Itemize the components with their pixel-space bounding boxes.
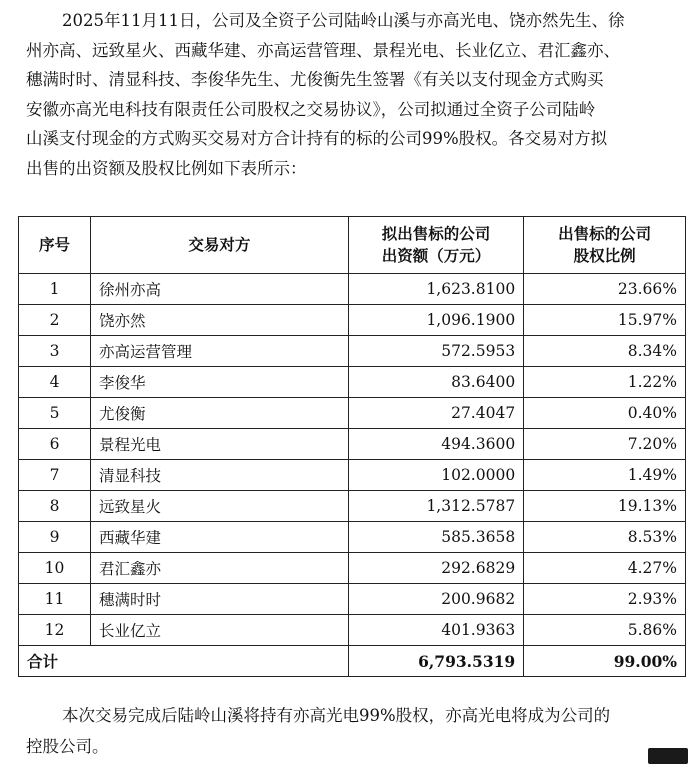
cell-party: 西藏华建 [91, 522, 349, 553]
outro-line: 控股公司。 [26, 737, 109, 756]
table-row [19, 305, 686, 336]
cell-seq: 10 [19, 553, 91, 584]
header-ratio-line2: 股权比例 [573, 246, 636, 265]
table-total-row [19, 646, 686, 677]
cell-party: 君汇鑫亦 [91, 553, 349, 584]
cell-ratio: 8.34% [524, 336, 686, 367]
cell-seq: 5 [19, 398, 91, 429]
cell-amount: 572.5953 [348, 336, 523, 367]
intro-paragraph [26, 6, 676, 183]
cell-ratio: 2.93% [524, 584, 686, 615]
cell-seq: 12 [19, 615, 91, 646]
total-amount: 6,793.5319 [348, 646, 523, 677]
cell-seq: 4 [19, 367, 91, 398]
cell-ratio: 1.49% [524, 460, 686, 491]
cell-amount: 1,623.8100 [348, 274, 523, 305]
table-row [19, 522, 686, 553]
header-ratio [524, 217, 686, 274]
table-header-row [19, 217, 686, 274]
header-amount [348, 217, 523, 274]
cell-party: 徐州亦高 [91, 274, 349, 305]
intro-line: 山溪支付现金的方式购买交易对方合计持有的标的公司99%股权。各交易对方拟 [26, 129, 608, 148]
intro-line: 安徽亦高光电科技有限责任公司股权之交易协议》，公司拟通过全资子公司陆岭 [26, 99, 596, 119]
cell-ratio: 23.66% [524, 274, 686, 305]
cell-seq: 1 [19, 274, 91, 305]
outro-line: 本次交易完成后陆岭山溪将持有亦高光电99%股权，亦高光电将成为公司的 [62, 706, 611, 725]
header-amount-line1: 拟出售标的公司 [381, 224, 491, 243]
total-ratio: 99.00% [524, 646, 686, 677]
intro-line: 州亦高、远致星火、西藏华建、亦高运营管理、景程光电、长业亿立、君汇鑫亦、 [26, 40, 620, 60]
cell-amount: 83.6400 [348, 367, 523, 398]
cell-party: 饶亦然 [91, 305, 349, 336]
header-ratio-line1: 出售标的公司 [558, 224, 652, 243]
table-row [19, 615, 686, 646]
table-row [19, 584, 686, 615]
intro-line: 穗满时时、清显科技、李俊华先生、尤俊衡先生签署《有关以支付现金方式购买 [26, 70, 604, 89]
cell-amount: 585.3658 [348, 522, 523, 553]
cell-ratio: 1.22% [524, 367, 686, 398]
cell-seq: 6 [19, 429, 91, 460]
table-row [19, 429, 686, 460]
cell-seq: 2 [19, 305, 91, 336]
cell-party: 清显科技 [91, 460, 349, 491]
cell-amount: 102.0000 [348, 460, 523, 491]
cell-seq: 7 [19, 460, 91, 491]
cell-party: 景程光电 [91, 429, 349, 460]
header-amount-line2: 出资额（万元） [381, 246, 491, 265]
cell-party: 亦高运营管理 [91, 336, 349, 367]
table-row [19, 274, 686, 305]
table-row [19, 336, 686, 367]
table-row [19, 398, 686, 429]
cell-ratio: 7.20% [524, 429, 686, 460]
cell-party: 远致星火 [91, 491, 349, 522]
table-row [19, 460, 686, 491]
total-label: 合计 [19, 646, 349, 677]
watermark-logo [648, 748, 688, 764]
cell-seq: 11 [19, 584, 91, 615]
cell-amount: 401.9363 [348, 615, 523, 646]
cell-party: 李俊华 [91, 367, 349, 398]
cell-amount: 27.4047 [348, 398, 523, 429]
cell-amount: 292.6829 [348, 553, 523, 584]
cell-seq: 3 [19, 336, 91, 367]
cell-amount: 1,312.5787 [348, 491, 523, 522]
transaction-table [18, 216, 686, 677]
header-party: 交易对方 [91, 217, 349, 274]
cell-ratio: 4.27% [524, 553, 686, 584]
intro-line: 出售的出资额及股权比例如下表所示： [26, 158, 307, 178]
cell-party: 长业亿立 [91, 615, 349, 646]
cell-ratio: 19.13% [524, 491, 686, 522]
cell-ratio: 15.97% [524, 305, 686, 336]
table-row [19, 491, 686, 522]
cell-party: 穗满时时 [91, 584, 349, 615]
cell-amount: 200.9682 [348, 584, 523, 615]
cell-ratio: 8.53% [524, 522, 686, 553]
cell-party: 尤俊衡 [91, 398, 349, 429]
cell-amount: 494.3600 [348, 429, 523, 460]
outro-paragraph [26, 700, 676, 762]
cell-ratio: 5.86% [524, 615, 686, 646]
table-row [19, 553, 686, 584]
cell-ratio: 0.40% [524, 398, 686, 429]
cell-amount: 1,096.1900 [348, 305, 523, 336]
table-row [19, 367, 686, 398]
cell-seq: 8 [19, 491, 91, 522]
cell-seq: 9 [19, 522, 91, 553]
header-seq: 序号 [19, 217, 91, 274]
intro-line: 2025年11月11日，公司及全资子公司陆岭山溪与亦高光电、饶亦然先生、徐 [62, 11, 625, 30]
